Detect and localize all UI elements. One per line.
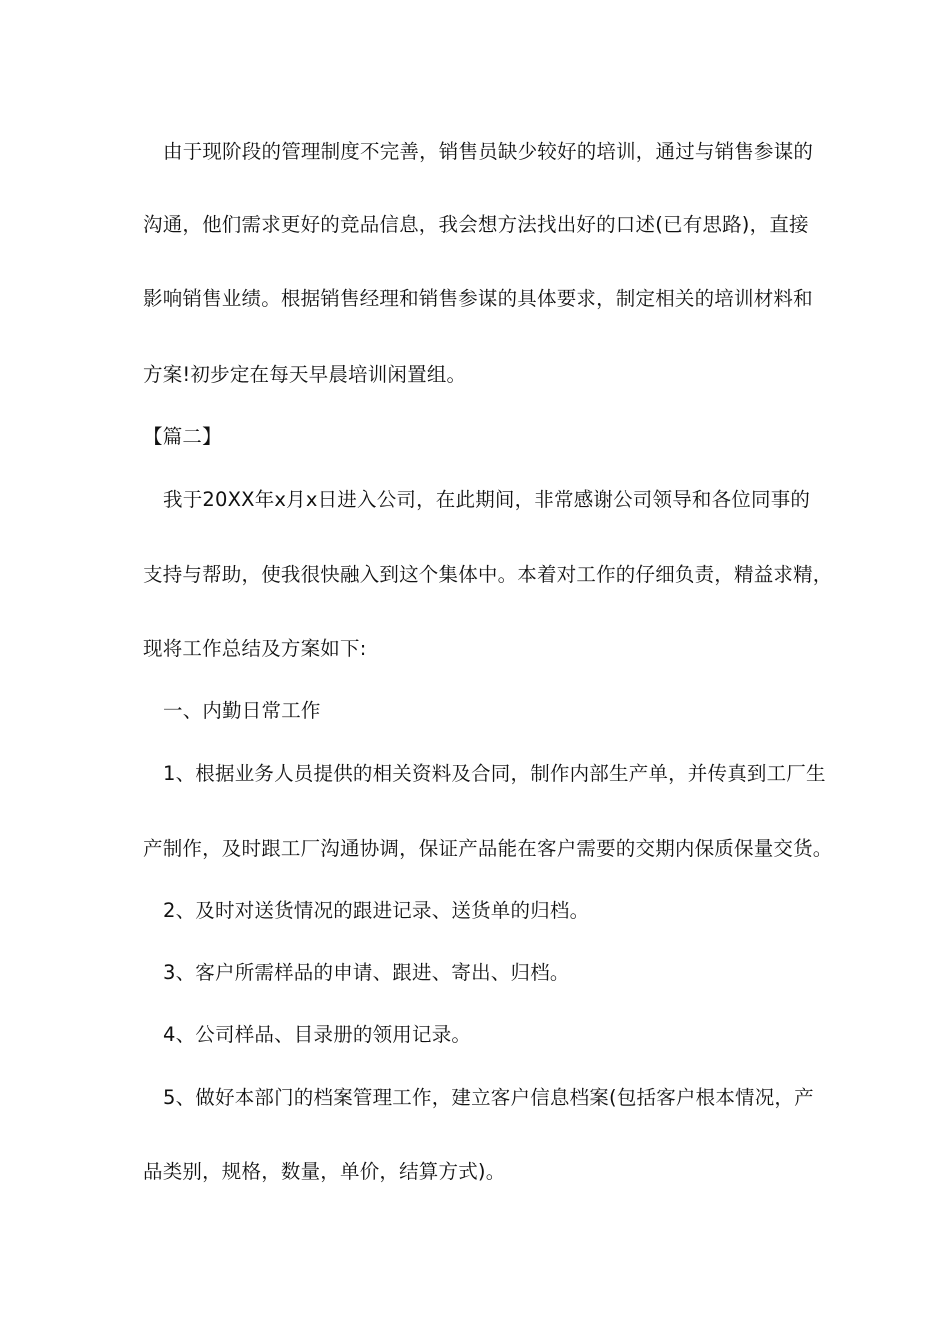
list-item-line: 产制作，及时跟工厂沟通协调，保证产品能在客户需要的交期内保质保量交货。 xyxy=(143,837,833,860)
paragraph-line: 现将工作总结及方案如下: xyxy=(143,637,367,660)
paragraph-line: 由于现阶段的管理制度不完善，销售员缺少较好的培训，通过与销售参谋的 xyxy=(163,140,814,163)
list-item-line: 2、及时对送货情况的跟进记录、送货单的归档。 xyxy=(163,899,590,922)
paragraph-line: 支持与帮助，使我很快融入到这个集体中。本着对工作的仔细负责，精益求精， xyxy=(143,563,833,586)
list-item-line: 5、做好本部门的档案管理工作，建立客户信息档案(包括客户根本情况，产 xyxy=(163,1086,814,1109)
section-heading: 【篇二】 xyxy=(143,425,222,448)
list-item-line: 4、公司样品、目录册的领用记录。 xyxy=(163,1023,472,1046)
list-item-line: 1、根据业务人员提供的相关资料及合同，制作内部生产单，并传真到工厂生 xyxy=(163,762,826,785)
list-item-line: 3、客户所需样品的申请、跟进、寄出、归档。 xyxy=(163,961,570,984)
paragraph-line: 影响销售业绩。根据销售经理和销售参谋的具体要求，制定相关的培训材料和 xyxy=(143,287,813,310)
paragraph-line: 我于20XX年x月x日进入公司，在此期间，非常感谢公司领导和各位同事的 xyxy=(163,488,811,511)
list-item-line: 品类别，规格，数量，单价，结算方式)。 xyxy=(143,1160,506,1183)
subsection-heading: 一、内勤日常工作 xyxy=(163,699,321,722)
paragraph-line: 方案!初步定在每天早晨培训闲置组。 xyxy=(143,363,467,386)
paragraph-line: 沟通，他们需求更好的竞品信息，我会想方法找出好的口述(已有思路)，直接 xyxy=(143,213,809,236)
